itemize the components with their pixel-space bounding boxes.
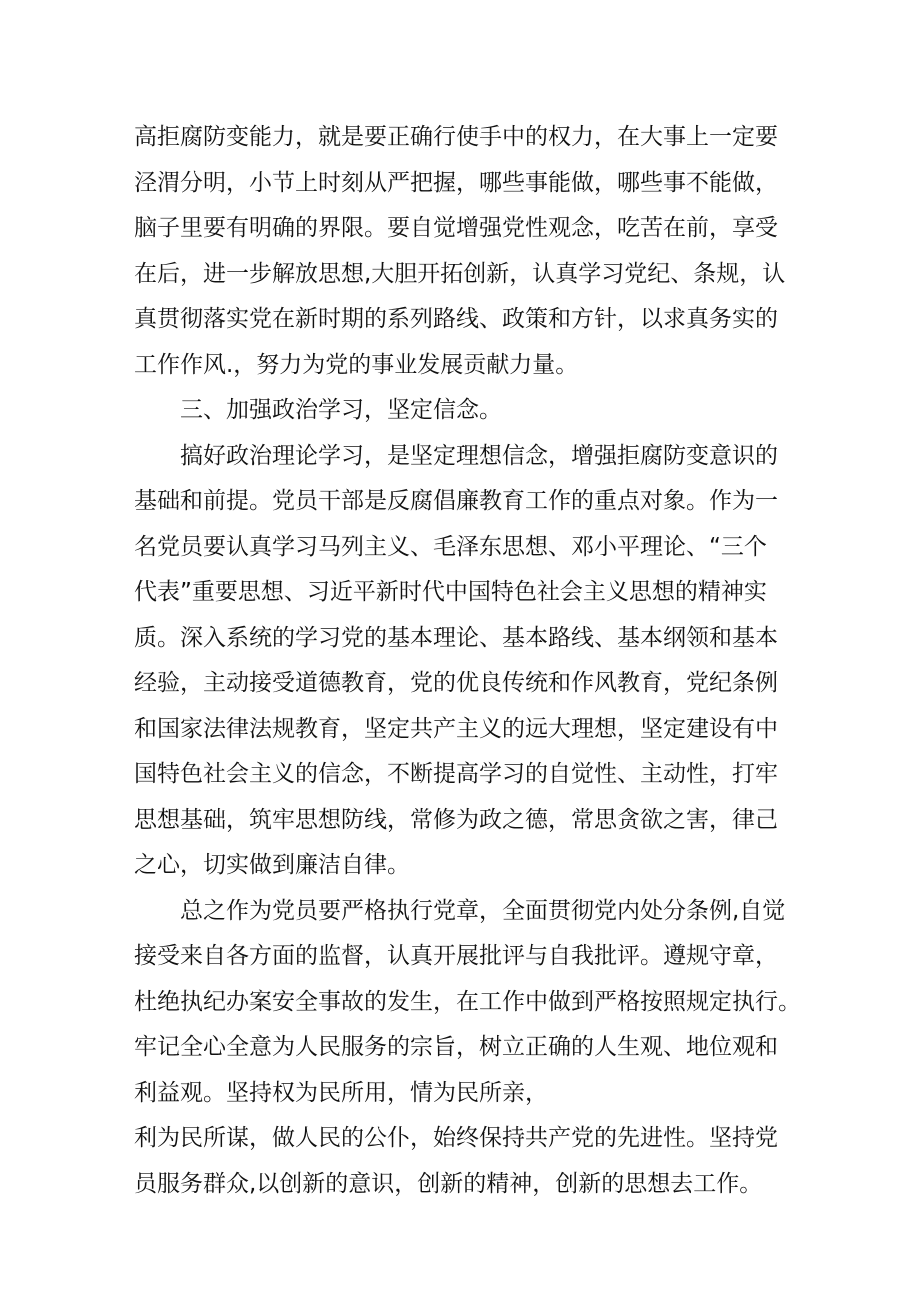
- text-line: 牢记全心全意为人民服务的宗旨，树立正确的人生观、地位观和: [134, 1034, 778, 1060]
- text-line: 杜绝执纪办案安全事故的发生，在工作中做到严格按照规定执行。: [134, 988, 801, 1015]
- text-line: 质。深入系统的学习党的基本理论、基本路线、基本纲领和基本: [134, 624, 778, 651]
- text-line: 名党员要认真学习马列主义、毛泽东思想、邓小平理论、“三个: [134, 533, 767, 560]
- text-line: 思想基础，筑牢思想防线，常修为政之德，常思贪欲之害，律己: [134, 806, 778, 833]
- text-line: 搞好政治理论学习，是坚定理想信念，增强拒腐防变意识的: [180, 442, 778, 469]
- text-line: 国特色社会主义的信念，不断提高学习的自觉性、主动性，打牢: [134, 761, 778, 787]
- text-line: 真贯彻落实党在新时期的系列路线、政策和方针，以求真务实的: [134, 306, 778, 332]
- text-line: 员服务群众,以创新的意识，创新的精神，创新的思想去工作。: [134, 1170, 763, 1197]
- text-line: 接受来自各方面的监督，认真开展批评与自我批评。遵规守章，: [134, 943, 778, 969]
- text-line: 总之作为党员要严格执行党章，全面贯彻党内处分条例,自觉: [180, 897, 786, 924]
- text-line: 在后，进一步解放思想,大胆开拓创新，认真学习党纪、条规，认: [134, 260, 786, 287]
- text-line: 脑子里要有明确的界限。要自觉增强党性观念，吃苦在前，享受: [134, 215, 778, 241]
- text-line: 经验，主动接受道德教育，党的优良传统和作风教育，党纪条例: [134, 670, 778, 696]
- text-line: 基础和前提。党员干部是反腐倡廉教育工作的重点对象。作为一: [134, 488, 778, 514]
- text-line: 利益观。坚持权为民所用，情为民所亲，: [134, 1079, 548, 1106]
- text-line: 泾渭分明，小节上时刻从严把握，哪些事能做，哪些事不能做，: [134, 169, 778, 196]
- text-line: 之心，切实做到廉洁自律。: [134, 852, 410, 878]
- text-line: 三、加强政治学习，坚定信念。: [180, 397, 502, 423]
- text-line: 利为民所谋，做人民的公仆，始终保持共产党的先进性。坚持党: [134, 1125, 778, 1151]
- document-body: [134, 115, 801, 1207]
- text-line: 和国家法律法规教育，坚定共产主义的远大理想，坚定建设有中: [134, 715, 778, 742]
- text-line: 代表”重要思想、习近平新时代中国特色社会主义思想的精神实: [134, 579, 767, 605]
- text-line: 高拒腐防变能力，就是要正确行使手中的权力，在大事上一定要: [134, 124, 778, 150]
- text-line: 工作作风.，努力为党的事业发展贡献力量。: [134, 351, 579, 378]
